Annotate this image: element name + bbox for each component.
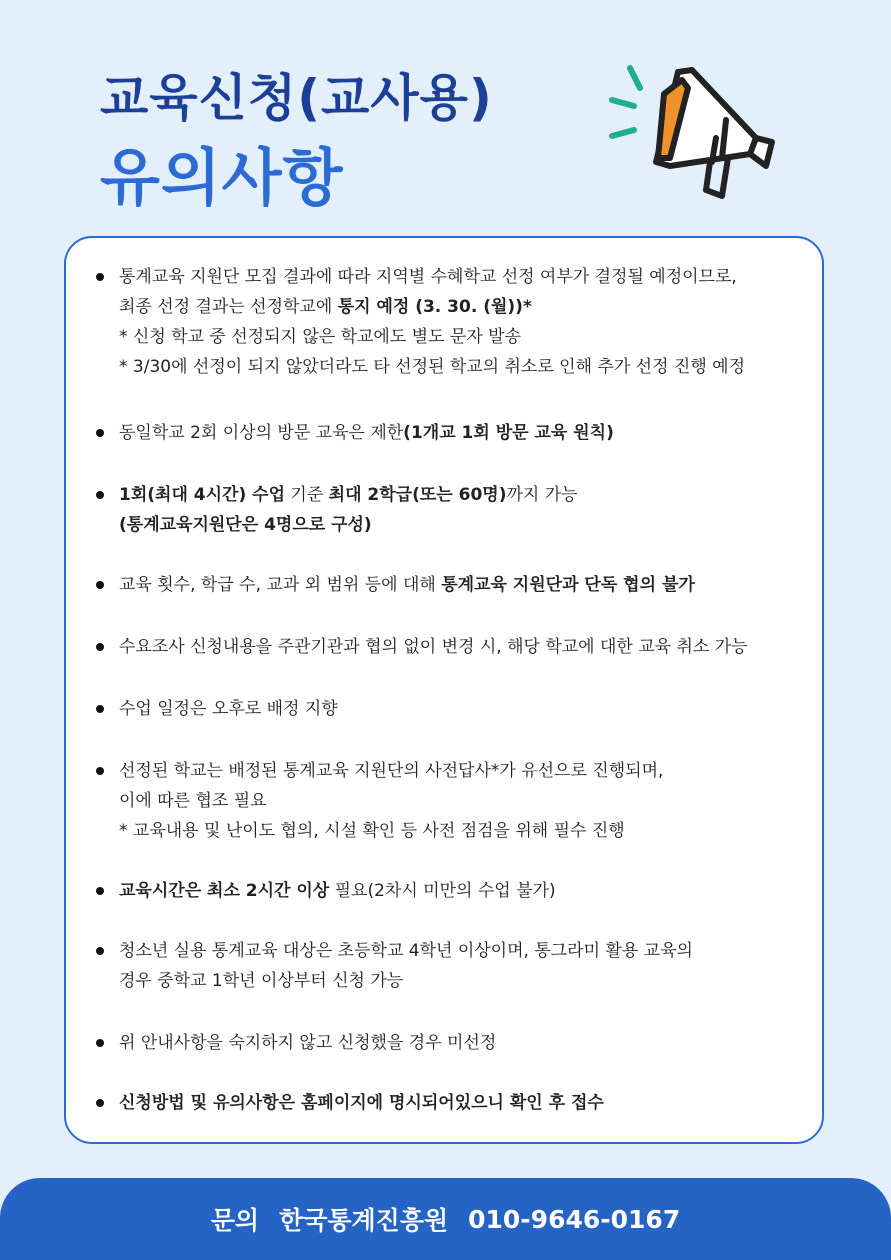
bullet-icon — [96, 581, 104, 589]
list-item: 1회(최대 4시간) 수업 기준 최대 2학급(또는 60명)까지 가능 (통계교육지원단은 4명으로 구성) — [119, 480, 808, 540]
list-item: 교육 횟수, 학급 수, 교과 외 범위 등에 대해 통계교육 지원단과 단독 협의 불가 — [119, 570, 808, 600]
bullet-icon — [96, 947, 104, 955]
notice-card — [64, 236, 824, 1144]
bullet-icon — [96, 705, 104, 713]
megaphone-icon — [600, 58, 780, 218]
bullet-icon — [96, 767, 104, 775]
list-item: 통계교육 지원단 모집 결과에 따라 지역별 수혜학교 선정 여부가 결정될 예정이므로, 최종 선정 결과는 선정학교에 통지 예정 (3. 30. (월))* * 신청 학교 중 선정되지 않은 학교에도 별도 문자 발송 * 3/30에 선정이 되지 않았더라도 타 선정된 학교의 취소로 인해 추가 선정 진행 예정 — [119, 262, 808, 382]
bullet-icon — [96, 1099, 104, 1107]
bullet-icon — [96, 491, 104, 499]
list-item: 청소년 실용 통계교육 대상은 초등학교 4학년 이상이며, 통그라미 활용 교육의 경우 중학교 1학년 이상부터 신청 가능 — [119, 936, 808, 996]
list-item: 신청방법 및 유의사항은 홈페이지에 명시되어있으니 확인 후 접수 — [119, 1088, 808, 1118]
list-item: 수업 일정은 오후로 배정 지향 — [119, 694, 808, 724]
list-item: 수요조사 신청내용을 주관기관과 협의 없이 변경 시, 해당 학교에 대한 교육 취소 가능 — [119, 632, 808, 662]
bullet-icon — [96, 643, 104, 651]
title-line-2: 유의사항 — [100, 141, 344, 214]
list-item: 동일학교 2회 이상의 방문 교육은 제한(1개교 1회 방문 교육 원칙) — [119, 418, 808, 448]
contact-phone: 010-9646-0167 — [468, 1204, 681, 1234]
contact-org: 한국통계진흥원 — [279, 1206, 449, 1235]
bullet-icon — [96, 887, 104, 895]
list-item: 선정된 학교는 배정된 통계교육 지원단의 사전답사*가 유선으로 진행되며, 이에 따른 협조 필요 * 교육내용 및 난이도 협의, 시설 확인 등 사전 점검을 위해 필수 진행 — [119, 756, 808, 846]
title-line-1: 교육신청(교사용) — [100, 69, 493, 127]
bullet-icon — [96, 1039, 104, 1047]
bullet-icon — [96, 429, 104, 437]
notice-list — [66, 238, 822, 1142]
list-item: 위 안내사항을 숙지하지 않고 신청했을 경우 미선정 — [119, 1028, 808, 1058]
list-item: 교육시간은 최소 2시간 이상 필요(2차시 미만의 수업 불가) — [119, 876, 808, 906]
contact-footer — [0, 1178, 891, 1260]
contact-label: 문의 — [210, 1206, 260, 1235]
bullet-icon — [96, 273, 104, 281]
